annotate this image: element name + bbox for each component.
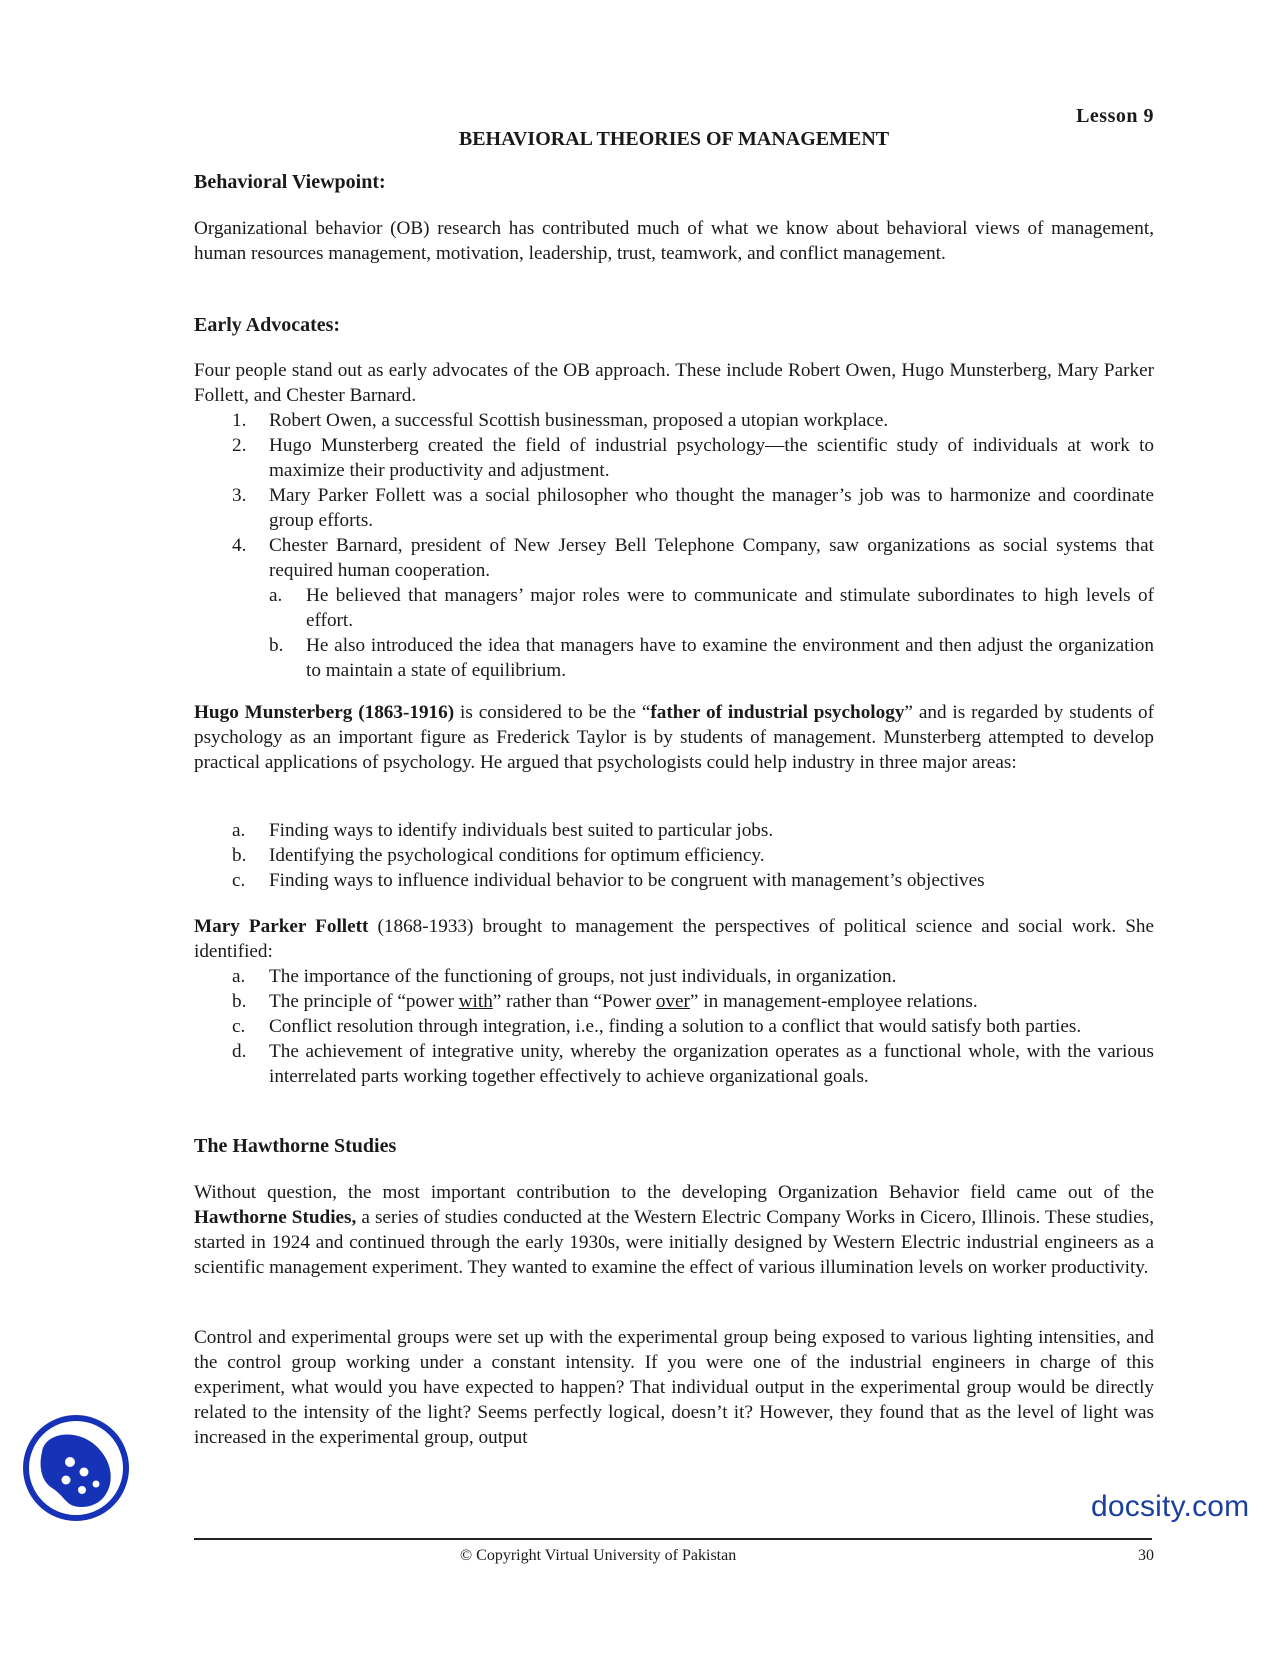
list-item [194,964,1154,989]
list-item [194,868,1154,893]
list-item [194,989,1154,1014]
list-letter: c. [232,1016,246,1037]
list-item [194,818,1154,843]
list-item [194,843,1154,868]
sub-list-item [194,583,1154,633]
footer-rule [194,1538,1152,1540]
list-letter: b. [232,845,247,866]
list-item [194,1039,1154,1089]
underlined-word: with [458,991,493,1012]
hawthorne-paragraph-1 [194,1180,1154,1280]
follett-name: Mary Parker Follett [194,916,369,937]
follett-text: (1868-1933) brought to management the perspectives of political science and social work. She identified: [194,916,1154,962]
list-item-text: Hugo Munsterberg created the field of industrial psychology—the scientific study of individuals at work to maximize their productivity and adjustment. [269,435,1154,481]
munsterberg-section [194,700,1154,775]
list-item-text: Mary Parker Follett was a social philosopher who thought the manager’s job was to harmonize and coordinate group efforts. [269,485,1154,531]
list-item-text: Finding ways to identify individuals best suited to particular jobs. [269,820,774,841]
list-item-text: The importance of the functioning of groups, not just individuals, in organization. [269,966,897,987]
list-item-text: Finding ways to influence individual behavior to be congruent with management’s objectives [269,870,985,891]
behavioral-paragraph [194,216,1154,266]
sub-list-item [194,633,1154,683]
list-number: 4. [232,535,247,556]
list-item-text: He also introduced the idea that managers have to examine the environment and then adjust the organization to maintain a state of equilibrium. [306,635,1154,681]
list-item [194,483,1154,533]
list-item-text: Conflict resolution through integration, i.e., finding a solution to a conflict that would satisfy both parties. [269,1016,1082,1037]
list-letter: d. [232,1041,247,1062]
list-item [194,408,1154,433]
list-letter: a. [232,966,246,987]
list-number: 3. [232,485,247,506]
list-item-text: Chester Barnard, president of New Jersey Bell Telephone Company, saw organizations as social systems that required human cooperation. [269,535,1154,581]
advocates-intro: Four people stand out as early advocates of the OB approach. These include Robert Owen, Hugo Munsterberg, Mary Parker Follett, and Chester Barnard. [194,360,1154,406]
hawthorne-text-1: Without question, the most important contribution to the developing Organization Behavior field came out of the [194,1182,1154,1203]
list-item [194,533,1154,583]
list-item-text: The principle of “power [269,991,459,1012]
follett-section [194,914,1154,1089]
advocates-list [194,408,1154,683]
footer-copyright: © Copyright Virtual University of Pakistan [460,1547,737,1564]
list-letter: a. [232,820,246,841]
munsterberg-list [194,818,1154,893]
list-item-text: ” rather than “Power [492,991,656,1012]
docsity-logo-icon [22,1414,130,1522]
list-item-text: Identifying the psychological conditions for optimum efficiency. [269,845,765,866]
list-item [194,433,1154,483]
docsity-watermark: docsity.com [1087,1490,1253,1524]
munsterberg-bold-phrase: father of industrial psychology [650,702,905,723]
munsterberg-text-1: is considered to be the “ [454,702,651,723]
heading-hawthorne-studies: The Hawthorne Studies [194,1135,397,1157]
page-number: 30 [1138,1547,1154,1564]
list-letter: c. [232,870,246,891]
list-number: 1. [232,410,247,431]
underlined-word: over [655,991,690,1012]
list-item-text: The achievement of integrative unity, whereby the organization operates as a functional whole, with the various interrelated parts working together effectively to achieve organizational goals. [269,1041,1154,1087]
hawthorne-section [194,1180,1154,1280]
lesson-label: Lesson 9 [1076,105,1154,127]
list-letter: a. [269,585,283,606]
footer [194,1542,1154,1564]
list-item-text: Robert Owen, a successful Scottish businessman, proposed a utopian workplace. [269,410,889,431]
page-title: BEHAVIORAL THEORIES OF MANAGEMENT [458,128,890,150]
list-number: 2. [232,435,247,456]
list-letter: b. [232,991,247,1012]
hawthorne-paragraph-2: Control and experimental groups were set up with the experimental group being exposed to various lighting intensities, and the control group working under a constant intensity. If you were one of the industrial engineers in charge of this experiment, what would you have expected to happen? That individual output in the experimental group would be directly related to the intensity of the light? Seems perfectly logical, doesn’t it? However, they found that as the level of light was increased in the experimental group, output [194,1327,1154,1448]
munsterberg-name: Hugo Munsterberg (1863-1916) [194,702,455,723]
hawthorne-section-2 [194,1325,1154,1450]
hawthorne-text-2: a series of studies conducted at the Western Electric Company Works in Cicero, Illinois. These studies, started in 1924 and continued through the early 1930s, were initially designed by Western Electric industrial engineers as a scientific management experiment. They wanted to examine the effect of various illumination levels on worker productivity. [194,1207,1155,1278]
list-item-text: ” in management-employee relations. [689,991,978,1012]
list-letter: b. [269,635,284,656]
heading-early-advocates: Early Advocates: [194,314,341,336]
follett-paragraph [194,914,1154,964]
munsterberg-text-2: ” and is regarded by students of psychology as an important figure as Frederick Taylor is by students of management. Munsterberg attempted to develop practical applications of psychology. He argued that psychologists could help industry in three major areas: [194,702,1154,773]
list-item-text: He believed that managers’ major roles were to communicate and stimulate subordinates to high levels of effort. [306,585,1154,631]
advocates-section [194,358,1154,683]
heading-behavioral-viewpoint: Behavioral Viewpoint: [194,171,386,193]
hawthorne-bold: Hawthorne Studies, [194,1207,357,1228]
list-item [194,1014,1154,1039]
munsterberg-paragraph [194,700,1154,775]
behavioral-text: Organizational behavior (OB) research has contributed much of what we know about behavioral views of management, human resources management, motivation, leadership, trust, teamwork, and conflict management. [194,218,1154,264]
